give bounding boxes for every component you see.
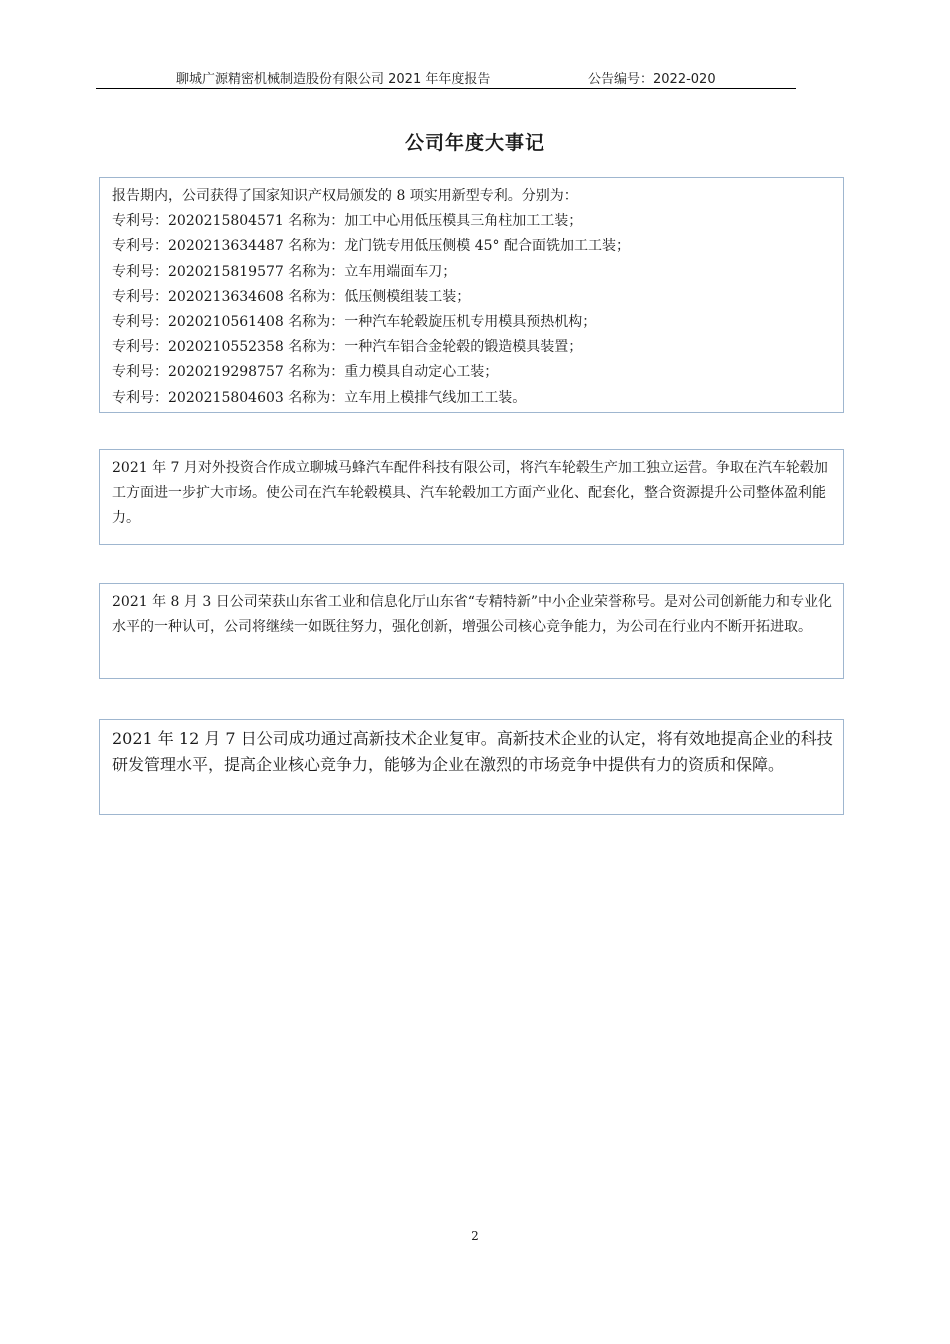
- event-box-august: [99, 583, 844, 679]
- patent-item: 专利号：2020213634608 名称为：低压侧模组装工装；: [112, 288, 471, 305]
- patents-box: [99, 177, 844, 413]
- event-text: 2021 年 8 月 3 日公司荣获山东省工业和信息化厅山东省“专精特新”中小企业荣誉称号。是对公司创新能力和专业化水平的一种认可，公司将继续一如既往努力，强化创新，增强公司核心竞争能力，为公司在行业内不断开拓进取。: [112, 594, 833, 635]
- patent-item: 专利号：2020213634487 名称为：龙门铣专用低压侧模 45° 配合面铣加工工装；: [112, 238, 630, 255]
- event-text: 2021 年 7 月对外投资合作成立聊城马蜂汽车配件科技有限公司，将汽车轮毂生产加工独立运营。争取在汽车轮毂加工方面进一步扩大市场。使公司在汽车轮毂模具、汽车轮毂加工方面产业化、配套化，整合资源提升公司整体盈利能力。: [112, 460, 828, 526]
- patent-item: 专利号：2020210561408 名称为：一种汽车轮毂旋压机专用模具预热机构；: [112, 314, 597, 331]
- page-number: 2: [471, 1229, 479, 1243]
- announcement-number: 公告编号：2022-020: [588, 72, 716, 87]
- report-title: 聊城广源精密机械制造股份有限公司 2021 年年度报告: [176, 72, 491, 87]
- patent-item: 专利号：2020215804571 名称为：加工中心用低压模具三角柱加工工装；: [112, 213, 583, 230]
- patent-item: 专利号：2020215819577 名称为：立车用端面车刀；: [112, 263, 457, 280]
- patent-item: 专利号：2020219298757 名称为：重力模具自动定心工装；: [112, 364, 499, 381]
- page-title: 公司年度大事记: [404, 132, 545, 154]
- page-header: [96, 66, 796, 89]
- patents-intro: 报告期内，公司获得了国家知识产权局颁发的 8 项实用新型专利。分别为：: [112, 188, 578, 204]
- patent-item: 专利号：2020215804603 名称为：立车用上模排气线加工工装。: [112, 389, 527, 406]
- event-text: 2021 年 12 月 7 日公司成功通过高新技术企业复审。高新技术企业的认定，将有效地提高企业的科技研发管理水平，提高企业核心竞争力，能够为企业在激烈的市场竞争中提供有力的资质和保障。: [112, 729, 833, 774]
- patent-item: 专利号：2020210552358 名称为：一种汽车铝合金轮毂的锻造模具装置；: [112, 339, 583, 356]
- event-box-december: [99, 719, 844, 815]
- event-box-july: [99, 449, 844, 545]
